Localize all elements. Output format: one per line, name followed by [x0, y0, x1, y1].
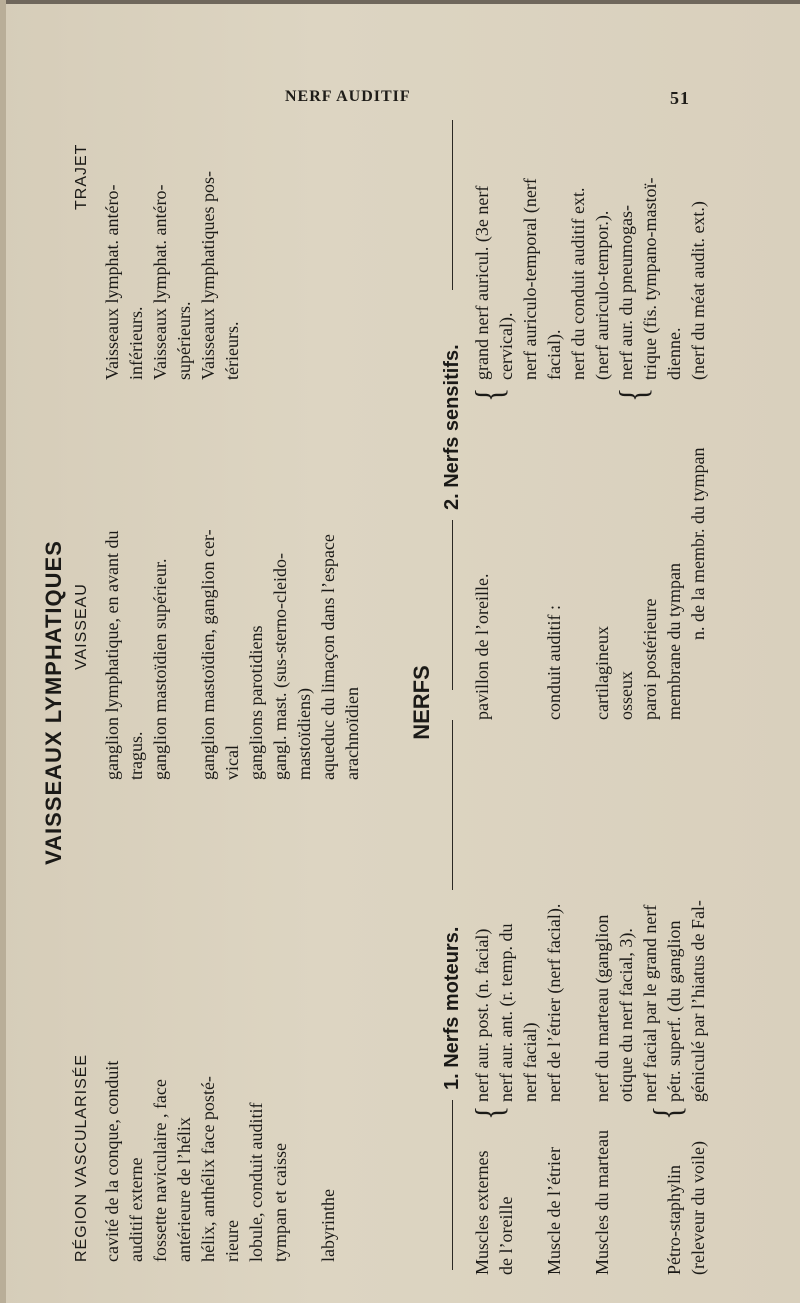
nerve-line: nerf auriculo-temporal (nerf	[520, 178, 540, 380]
sensory-region: cartilagineux osseux paroi postérieure membrane du tympan	[592, 563, 684, 720]
nerve-line: n. de la membr. du tympan	[688, 447, 708, 640]
muscle-label: Muscle de l’étrier	[544, 1147, 564, 1275]
region-cell: hélix, anthélix face posté- rieure	[198, 1076, 242, 1262]
nerve-line: (nerf du méat audit. ext.)	[688, 201, 708, 380]
sensory-region: conduit auditif :	[544, 605, 564, 720]
nerve-line: trique (fis. tympano-mastoï-	[640, 177, 660, 380]
motor-section-title: 1. Nerfs moteurs.	[441, 926, 463, 1090]
muscle-label: Pétro-staphylin (releveur du voile)	[664, 1141, 708, 1275]
nerve-line: dienne.	[664, 327, 684, 380]
nerve-line: facial).	[544, 329, 564, 380]
nerve-line: géniculé par l’hiatus de Fal-	[688, 900, 708, 1102]
region-cell: tympan et caisse	[270, 1143, 290, 1262]
muscle-label: Muscles du marteau	[592, 1130, 612, 1275]
page-gutter	[0, 0, 6, 1303]
vessel-cell: gangl. mast. (sus-sterno-cleido- mastoïdiens)	[270, 553, 314, 780]
nerve-line: pétr. superf. (du ganglion	[664, 920, 684, 1102]
vessel-cell: ganglions parotidiens	[246, 625, 266, 780]
running-head	[0, 88, 800, 112]
section-rule	[452, 1100, 453, 1270]
path-cell: Vaisseaux lymphatiques pos- térieurs.	[198, 171, 242, 380]
header-region: RÉGION VASCULARISÉE	[73, 1053, 90, 1262]
running-head-title: NERF AUDITIF	[285, 88, 411, 105]
nerve-line: nerf aur. ant. (r. temp. du	[496, 923, 516, 1102]
path-cell: Vaisseaux lymphat. antéro- supérieurs.	[150, 184, 194, 380]
page-number: 51	[670, 88, 690, 108]
brace-glyph: {	[612, 387, 656, 402]
table-title: VAISSEAUX LYMPHATIQUES	[41, 540, 66, 865]
nerve-line: nerf facial par le grand nerf	[640, 904, 660, 1102]
nerve-line: cervical).	[496, 312, 516, 380]
brace-glyph: {	[468, 1105, 512, 1120]
nerve-line: nerf du conduit auditif ext.	[568, 187, 588, 380]
muscle-label: Muscles externes de l’oreille	[472, 1150, 516, 1275]
nerve-line: (nerf auriculo-tempor.).	[592, 210, 612, 380]
header-vessel: VAISSEAU	[73, 583, 90, 670]
nerve-line: nerf aur. du pneumogas-	[616, 205, 636, 380]
region-cell: lobule, conduit auditif	[246, 1102, 266, 1262]
nerve-line: nerf de l’étrier (nerf facial).	[544, 903, 564, 1102]
vessel-cell: ganglion mastoïdien supérieur.	[150, 558, 170, 780]
region-cell: cavité de la conque, conduit auditif externe	[102, 1060, 146, 1262]
region-cell: fossette naviculaire , face antérieure de l’hélix	[150, 1079, 194, 1262]
nerve-line: nerf aur. post. (n. facial)	[472, 928, 492, 1102]
nerve-line: otique du nerf facial, 3).	[616, 928, 636, 1102]
nerve-line: nerf du marteau (ganglion	[592, 914, 612, 1102]
sensory-region: pavillon de l’oreille.	[472, 573, 492, 720]
brace-glyph: {	[646, 1105, 690, 1120]
brace-glyph: {	[468, 387, 512, 402]
nerfs-title: NERFS	[409, 665, 434, 740]
vessel-cell: ganglion lymphatique, en avant du tragus.	[102, 530, 146, 780]
section-rule	[452, 520, 453, 690]
path-cell: Vaisseaux lymphat. antéro- inférieurs.	[102, 184, 146, 380]
header-path: TRAJET	[73, 143, 90, 210]
sensory-section-title: 2. Nerfs sensitifs.	[441, 344, 463, 510]
vessel-cell: aqueduc du limaçon dans l’espace arachnoïdien	[318, 534, 362, 780]
page-top-edge	[0, 0, 800, 4]
vessel-cell: ganglion mastoïdien, ganglion cer- vical	[198, 529, 242, 780]
nerve-line: nerf facial)	[520, 1022, 540, 1102]
nerve-line: grand nerf auricul. (3e nerf	[472, 185, 492, 380]
section-rule	[452, 720, 453, 890]
section-rule	[452, 120, 453, 290]
region-cell: labyrinthe	[318, 1189, 338, 1262]
rotated-content	[30, 115, 708, 1290]
